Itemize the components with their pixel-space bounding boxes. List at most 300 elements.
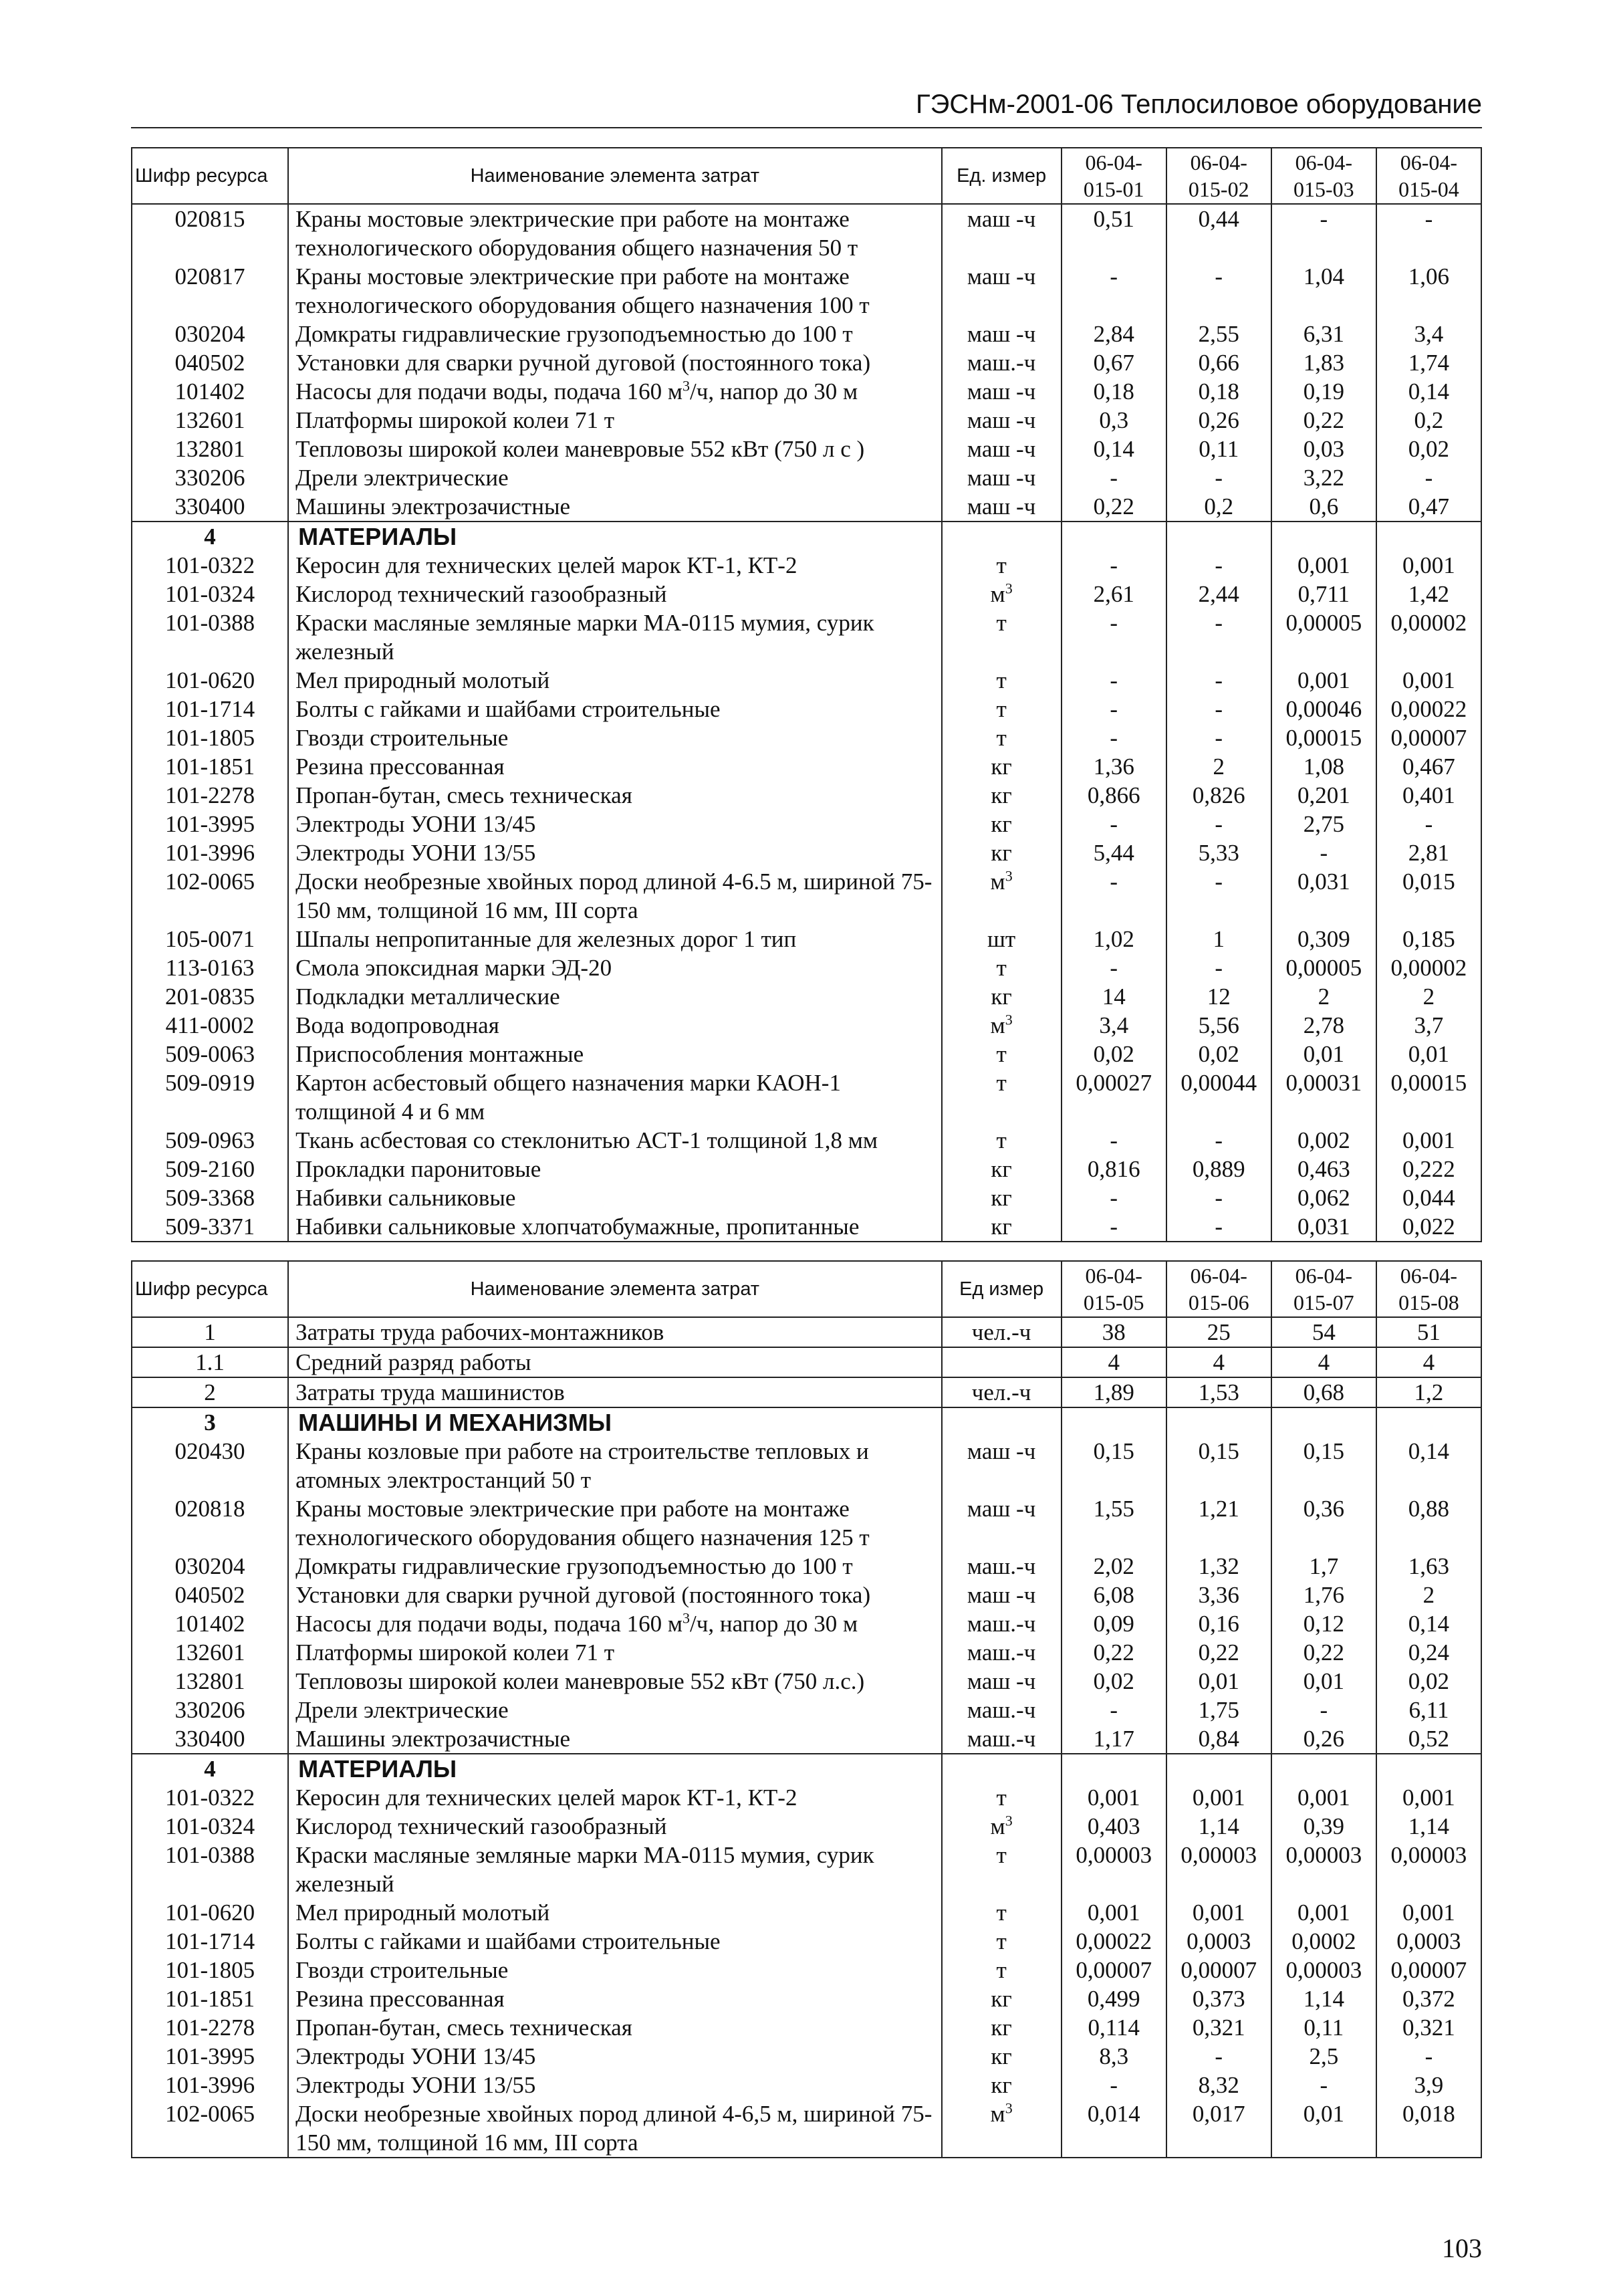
resource-table-bottom: [131, 1260, 1482, 2158]
resource-code: 101-0620: [132, 1898, 288, 1927]
unit: кг: [942, 982, 1062, 1011]
unit: кг: [942, 1984, 1062, 2013]
norm-value: 2: [1376, 1581, 1481, 1609]
norm-value: 0,02: [1062, 1667, 1166, 1696]
resource-code: 101-1714: [132, 1927, 288, 1956]
unit: т: [942, 666, 1062, 695]
norm-value: 0,00007: [1166, 1956, 1271, 1984]
resource-code: 020430: [132, 1437, 288, 1494]
norm-value: 0,463: [1271, 1155, 1376, 1183]
unit: маш -ч: [942, 1581, 1062, 1609]
unit: [942, 867, 1062, 925]
resource-name: Керосин для технических целей марок КТ-1, КТ-2: [288, 551, 941, 580]
norm-value: 0,18: [1166, 377, 1271, 406]
resource-code: 105-0071: [132, 925, 288, 953]
norm-value: -: [1271, 204, 1376, 262]
norm-value: 2: [1376, 982, 1481, 1011]
norm-value: 0,00044: [1166, 1068, 1271, 1126]
resource-code: 411-0002: [132, 1011, 288, 1040]
resource-code: 101-3996: [132, 2071, 288, 2099]
norm-value: 0,15: [1062, 1437, 1166, 1494]
norm-value: -: [1166, 810, 1271, 838]
norm-value: 0,00007: [1062, 1956, 1166, 1984]
resource-name: Краны мостовые электрические при работе на монтаже технологического оборудования общего назначения 50 т: [288, 204, 941, 262]
resource-name: Набивки сальниковые хлопчатобумажные, пропитанные: [288, 1212, 941, 1242]
norm-value: 0,00027: [1062, 1068, 1166, 1126]
unit: маш -ч: [942, 1667, 1062, 1696]
column-header-code: Шифр ресурса: [132, 1261, 288, 1317]
resource-code: 113-0163: [132, 953, 288, 982]
norm-value: 0,015: [1376, 867, 1481, 925]
superscript: 3: [1005, 1812, 1013, 1829]
resource-name: [288, 1609, 941, 1638]
norm-value: 0,00005: [1271, 953, 1376, 982]
resource-name: Керосин для технических целей марок КТ-1, КТ-2: [288, 1783, 941, 1812]
table-row: [132, 1011, 1481, 1040]
norm-value: 12: [1166, 982, 1271, 1011]
norm-value: 0,02: [1376, 1667, 1481, 1696]
norm-value: 0,001: [1062, 1783, 1166, 1812]
resource-code: 020815: [132, 204, 288, 262]
column-header-name: Наименование элемента затрат: [288, 148, 941, 204]
unit: кг: [942, 1155, 1062, 1183]
norm-value: 0,00022: [1062, 1927, 1166, 1956]
resource-name: Гвозди строительные: [288, 723, 941, 752]
norm-value: 0,001: [1376, 1126, 1481, 1155]
norm-value: 0,2: [1376, 406, 1481, 435]
norm-value: 0,15: [1271, 1437, 1376, 1494]
table-row: [132, 1956, 1481, 1984]
resource-name: Дрели электрические: [288, 463, 941, 492]
norm-value: 1,89: [1062, 1377, 1166, 1407]
resource-code: 1.1: [132, 1347, 288, 1377]
resource-code: 101-0322: [132, 551, 288, 580]
table-header-row: [132, 1261, 1481, 1317]
resource-code: 101402: [132, 1609, 288, 1638]
unit: маш -ч: [942, 1494, 1062, 1552]
table-row: [132, 1377, 1481, 1407]
resource-name: Подкладки металлические: [288, 982, 941, 1011]
superscript: 3: [683, 377, 691, 394]
norm-value: 8,3: [1062, 2042, 1166, 2071]
resource-name: Ткань асбестовая со стеклонитью АСТ-1 толщиной 1,8 мм: [288, 1126, 941, 1155]
table-row: [132, 492, 1481, 522]
resource-code: 101-1851: [132, 1984, 288, 2013]
norm-value: 0,031: [1271, 1212, 1376, 1242]
resource-name: Платформы широкой колеи 71 т: [288, 406, 941, 435]
norm-value: 0,001: [1376, 1783, 1481, 1812]
unit: т: [942, 1956, 1062, 1984]
norm-value: 0,6: [1271, 492, 1376, 522]
norm-value: 0,14: [1376, 377, 1481, 406]
resource-name: Краски масляные земляные марки МА-0115 мумия, сурик железный: [288, 1841, 941, 1898]
resource-code: 101-1805: [132, 1956, 288, 1984]
unit: т: [942, 1126, 1062, 1155]
norm-value: 0,321: [1376, 2013, 1481, 2042]
resource-code: 102-0065: [132, 2099, 288, 2158]
norm-value: 0,15: [1166, 1437, 1271, 1494]
page-number: 103: [1442, 2233, 1482, 2263]
column-header-norm: 06-04- 015-08: [1376, 1261, 1481, 1317]
norm-value: [1376, 1754, 1481, 1783]
resource-name: Вода водопроводная: [288, 1011, 941, 1040]
norm-value: 1,17: [1062, 1724, 1166, 1754]
section-row: [132, 1407, 1481, 1437]
norm-value: -: [1062, 1126, 1166, 1155]
resource-code: 509-3368: [132, 1183, 288, 1212]
resource-name: Установки для сварки ручной дуговой (постоянного тока): [288, 1581, 941, 1609]
running-header: ГЭСНм-2001-06 Теплосиловое оборудование: [915, 90, 1482, 119]
resource-name: Мел природный молотый: [288, 666, 941, 695]
resource-name: Электроды УОНИ 13/55: [288, 2071, 941, 2099]
norm-value: 0,39: [1271, 1812, 1376, 1841]
resource-name: Краски масляные земляные марки МА-0115 мумия, сурик железный: [288, 608, 941, 666]
norm-value: 0,68: [1271, 1377, 1376, 1407]
norm-value: 0,01: [1166, 1667, 1271, 1696]
norm-value: [1062, 1754, 1166, 1783]
unit-text: м: [990, 869, 1005, 895]
resource-code: 3: [132, 1407, 288, 1437]
norm-value: 1,04: [1271, 262, 1376, 320]
table-row: [132, 1812, 1481, 1841]
resource-code: 509-3371: [132, 1212, 288, 1242]
resource-name: Доски необрезные хвойных пород длиной 4-6,5 м, шириной 75-150 мм, толщиной 16 мм, III сорта: [288, 2099, 941, 2158]
unit: маш -ч: [942, 463, 1062, 492]
superscript: 3: [683, 1609, 691, 1627]
norm-value: 0,00002: [1376, 953, 1481, 982]
unit: т: [942, 1898, 1062, 1927]
norm-value: 0,51: [1062, 204, 1166, 262]
norm-value: 0,02: [1376, 435, 1481, 463]
norm-value: 0,044: [1376, 1183, 1481, 1212]
unit: [942, 2099, 1062, 2158]
norm-value: 1,55: [1062, 1494, 1166, 1552]
unit: т: [942, 551, 1062, 580]
resource-name: Платформы широкой колеи 71 т: [288, 1638, 941, 1667]
resource-code: 020818: [132, 1494, 288, 1552]
norm-value: 0,02: [1166, 1040, 1271, 1068]
unit: т: [942, 1783, 1062, 1812]
header-rule: [131, 127, 1482, 128]
resource-code: 101-0388: [132, 608, 288, 666]
norm-value: 0,12: [1271, 1609, 1376, 1638]
unit: кг: [942, 752, 1062, 781]
norm-value: 0,00015: [1376, 1068, 1481, 1126]
norm-value: 3,9: [1376, 2071, 1481, 2099]
norm-value: -: [1166, 2042, 1271, 2071]
table-row: [132, 838, 1481, 867]
resource-code: 101-1851: [132, 752, 288, 781]
norm-value: 0,0003: [1376, 1927, 1481, 1956]
norm-value: 0,022: [1376, 1212, 1481, 1242]
norm-value: 0,00022: [1376, 695, 1481, 723]
superscript: 3: [1005, 867, 1013, 885]
norm-value: -: [1166, 608, 1271, 666]
table-row: [132, 580, 1481, 608]
table-row: [132, 752, 1481, 781]
table-row: [132, 1552, 1481, 1581]
norm-value: -: [1062, 1183, 1166, 1212]
table-row: [132, 982, 1481, 1011]
unit: [942, 1812, 1062, 1841]
norm-value: [1062, 1407, 1166, 1437]
norm-value: 0,03: [1271, 435, 1376, 463]
resource-code: 132801: [132, 435, 288, 463]
norm-value: 2,44: [1166, 580, 1271, 608]
norm-value: 5,56: [1166, 1011, 1271, 1040]
norm-value: 0,889: [1166, 1155, 1271, 1183]
resource-name: Электроды УОНИ 13/45: [288, 2042, 941, 2071]
resource-name: Доски необрезные хвойных пород длиной 4-6.5 м, шириной 75-150 мм, толщиной 16 мм, III сорта: [288, 867, 941, 925]
resource-name-text: Насосы для подачи воды, подача 160 м: [295, 378, 683, 405]
unit: чел.-ч: [942, 1377, 1062, 1407]
unit: т: [942, 1068, 1062, 1126]
table-row: [132, 1183, 1481, 1212]
resource-code: 101-0388: [132, 1841, 288, 1898]
table-row: [132, 1783, 1481, 1812]
norm-value: 1,14: [1271, 1984, 1376, 2013]
norm-value: 1,63: [1376, 1552, 1481, 1581]
norm-value: 0,47: [1376, 492, 1481, 522]
resource-name: Краны козловые при работе на строительстве тепловых и атомных электростанций 50 т: [288, 1437, 941, 1494]
resource-name: Затраты труда машинистов: [288, 1377, 941, 1407]
superscript: 3: [1005, 1011, 1013, 1028]
norm-value: 0,01: [1271, 1667, 1376, 1696]
resource-name: Тепловозы широкой колеи маневровые 552 кВт (750 л.с.): [288, 1667, 941, 1696]
unit: т: [942, 953, 1062, 982]
norm-value: -: [1166, 867, 1271, 925]
norm-value: -: [1062, 810, 1166, 838]
table-row: [132, 1494, 1481, 1552]
table-row: [132, 953, 1481, 982]
norm-value: -: [1271, 1696, 1376, 1724]
norm-value: 0,00003: [1062, 1841, 1166, 1898]
norm-value: 5,33: [1166, 838, 1271, 867]
norm-value: 3,22: [1271, 463, 1376, 492]
table-row: [132, 463, 1481, 492]
norm-value: 1,14: [1376, 1812, 1481, 1841]
unit: маш.-ч: [942, 1724, 1062, 1754]
norm-value: 8,32: [1166, 2071, 1271, 2099]
resource-name: МАТЕРИАЛЫ: [288, 1754, 941, 1783]
unit: маш.-ч: [942, 348, 1062, 377]
norm-value: 0,66: [1166, 348, 1271, 377]
column-header-norm: 06-04- 015-03: [1271, 148, 1376, 204]
norm-value: 0,22: [1062, 1638, 1166, 1667]
norm-value: 3,36: [1166, 1581, 1271, 1609]
resource-code: 101-2278: [132, 2013, 288, 2042]
norm-value: 0,062: [1271, 1183, 1376, 1212]
norm-value: 3,4: [1376, 320, 1481, 348]
column-header-unit: Ед. измер: [942, 148, 1062, 204]
unit: [942, 1754, 1062, 1783]
unit: т: [942, 608, 1062, 666]
norm-value: 0,00005: [1271, 608, 1376, 666]
norm-value: 0,19: [1271, 377, 1376, 406]
norm-value: 0,22: [1166, 1638, 1271, 1667]
resource-code: 101-0620: [132, 666, 288, 695]
column-header-norm: 06-04- 015-06: [1166, 1261, 1271, 1317]
norm-value: -: [1166, 463, 1271, 492]
resource-name-text: /ч, напор до 30 м: [690, 1611, 858, 1637]
norm-value: -: [1166, 262, 1271, 320]
resource-name: Электроды УОНИ 13/45: [288, 810, 941, 838]
table-row: [132, 377, 1481, 406]
column-header-norm: 06-04- 015-02: [1166, 148, 1271, 204]
norm-value: 0,0003: [1166, 1927, 1271, 1956]
table-row: [132, 204, 1481, 262]
norm-value: 0,14: [1062, 435, 1166, 463]
norm-value: 0,00007: [1376, 723, 1481, 752]
norm-value: 0,014: [1062, 2099, 1166, 2158]
resource-code: 101-3995: [132, 810, 288, 838]
table-row: [132, 1927, 1481, 1956]
norm-value: 0,22: [1271, 406, 1376, 435]
resource-code: 101-2278: [132, 781, 288, 810]
norm-value: 0,00031: [1271, 1068, 1376, 1126]
table-row: [132, 1347, 1481, 1377]
norm-value: 1,83: [1271, 348, 1376, 377]
table-row: [132, 1696, 1481, 1724]
norm-value: 0,467: [1376, 752, 1481, 781]
norm-value: 2: [1166, 752, 1271, 781]
table-row: [132, 262, 1481, 320]
norm-value: 6,31: [1271, 320, 1376, 348]
table-row: [132, 435, 1481, 463]
norm-value: 0,00007: [1376, 1956, 1481, 1984]
norm-value: 0,00003: [1271, 1956, 1376, 1984]
resource-code: 101-3996: [132, 838, 288, 867]
resource-name: Пропан-бутан, смесь техническая: [288, 781, 941, 810]
unit-text: м: [990, 1813, 1005, 1839]
unit: маш -ч: [942, 406, 1062, 435]
resource-name: Домкраты гидравлические грузоподъемностью до 100 т: [288, 320, 941, 348]
norm-value: -: [1166, 551, 1271, 580]
unit: маш.-ч: [942, 1696, 1062, 1724]
norm-value: 2,02: [1062, 1552, 1166, 1581]
resource-code: 201-0835: [132, 982, 288, 1011]
unit: [942, 522, 1062, 551]
norm-value: 0,22: [1271, 1638, 1376, 1667]
table-row: [132, 406, 1481, 435]
norm-value: 38: [1062, 1317, 1166, 1347]
table-row: [132, 1984, 1481, 2013]
table-row: [132, 348, 1481, 377]
table-row: [132, 810, 1481, 838]
norm-value: 0,67: [1062, 348, 1166, 377]
norm-value: 51: [1376, 1317, 1481, 1347]
resource-code: 132801: [132, 1667, 288, 1696]
resource-code: 4: [132, 1754, 288, 1783]
resource-name: Тепловозы широкой колеи маневровые 552 кВт (750 л с ): [288, 435, 941, 463]
norm-value: 0,373: [1166, 1984, 1271, 2013]
norm-value: 1,75: [1166, 1696, 1271, 1724]
unit: кг: [942, 1183, 1062, 1212]
norm-value: -: [1376, 810, 1481, 838]
unit: маш.-ч: [942, 1552, 1062, 1581]
unit-text: м: [990, 2101, 1005, 2127]
norm-value: 0,826: [1166, 781, 1271, 810]
norm-value: 0,84: [1166, 1724, 1271, 1754]
norm-value: 1,21: [1166, 1494, 1271, 1552]
resource-name: Кислород технический газообразный: [288, 580, 941, 608]
unit: маш -ч: [942, 204, 1062, 262]
unit: т: [942, 1040, 1062, 1068]
norm-value: 0,00015: [1271, 723, 1376, 752]
superscript: 3: [1005, 2099, 1013, 2117]
resource-code: 132601: [132, 1638, 288, 1667]
table-row: [132, 1898, 1481, 1927]
resource-code: 2: [132, 1377, 288, 1407]
norm-value: 1,06: [1376, 262, 1481, 320]
table-row: [132, 1581, 1481, 1609]
norm-value: 0,0002: [1271, 1927, 1376, 1956]
norm-value: -: [1062, 463, 1166, 492]
norm-value: 0,816: [1062, 1155, 1166, 1183]
resource-name: Болты с гайками и шайбами строительные: [288, 1927, 941, 1956]
resource-code: 330206: [132, 1696, 288, 1724]
table-row: [132, 1437, 1481, 1494]
column-header-norm: 06-04- 015-01: [1062, 148, 1166, 204]
unit: маш.-ч: [942, 1638, 1062, 1667]
resource-name: Резина прессованная: [288, 752, 941, 781]
norm-value: 1,53: [1166, 1377, 1271, 1407]
table-row: [132, 666, 1481, 695]
resource-code: 330400: [132, 492, 288, 522]
norm-value: 2,55: [1166, 320, 1271, 348]
norm-value: 4: [1166, 1347, 1271, 1377]
norm-value: -: [1062, 695, 1166, 723]
table-row: [132, 551, 1481, 580]
column-header-norm: 06-04- 015-05: [1062, 1261, 1166, 1317]
resource-code: 4: [132, 522, 288, 551]
norm-value: 1,76: [1271, 1581, 1376, 1609]
unit-text: м: [990, 581, 1005, 607]
resource-code: 330206: [132, 463, 288, 492]
norm-value: 0,26: [1166, 406, 1271, 435]
resource-name: Болты с гайками и шайбами строительные: [288, 695, 941, 723]
unit: маш -ч: [942, 492, 1062, 522]
norm-value: 0,00003: [1271, 1841, 1376, 1898]
norm-value: 0,02: [1062, 1040, 1166, 1068]
norm-value: 0,321: [1166, 2013, 1271, 2042]
norm-value: 0,114: [1062, 2013, 1166, 2042]
resource-code: 509-0963: [132, 1126, 288, 1155]
resource-name: Домкраты гидравлические грузоподъемностью до 100 т: [288, 1552, 941, 1581]
norm-value: -: [1062, 2071, 1166, 2099]
unit: кг: [942, 781, 1062, 810]
unit: маш -ч: [942, 1437, 1062, 1494]
resource-code: 040502: [132, 348, 288, 377]
unit: кг: [942, 1212, 1062, 1242]
resource-code: 101-0324: [132, 580, 288, 608]
norm-value: 2,75: [1271, 810, 1376, 838]
norm-value: -: [1271, 2071, 1376, 2099]
table-row: [132, 1317, 1481, 1347]
resource-code: 030204: [132, 1552, 288, 1581]
norm-value: 2,78: [1271, 1011, 1376, 1040]
norm-value: 1,14: [1166, 1812, 1271, 1841]
unit: шт: [942, 925, 1062, 953]
norm-value: 1,02: [1062, 925, 1166, 953]
norm-value: 0,36: [1271, 1494, 1376, 1552]
norm-value: 1,32: [1166, 1552, 1271, 1581]
norm-value: 0,2: [1166, 492, 1271, 522]
superscript: 3: [1005, 580, 1013, 597]
table-row: [132, 1841, 1481, 1898]
norm-value: -: [1271, 838, 1376, 867]
norm-value: 1,74: [1376, 348, 1481, 377]
